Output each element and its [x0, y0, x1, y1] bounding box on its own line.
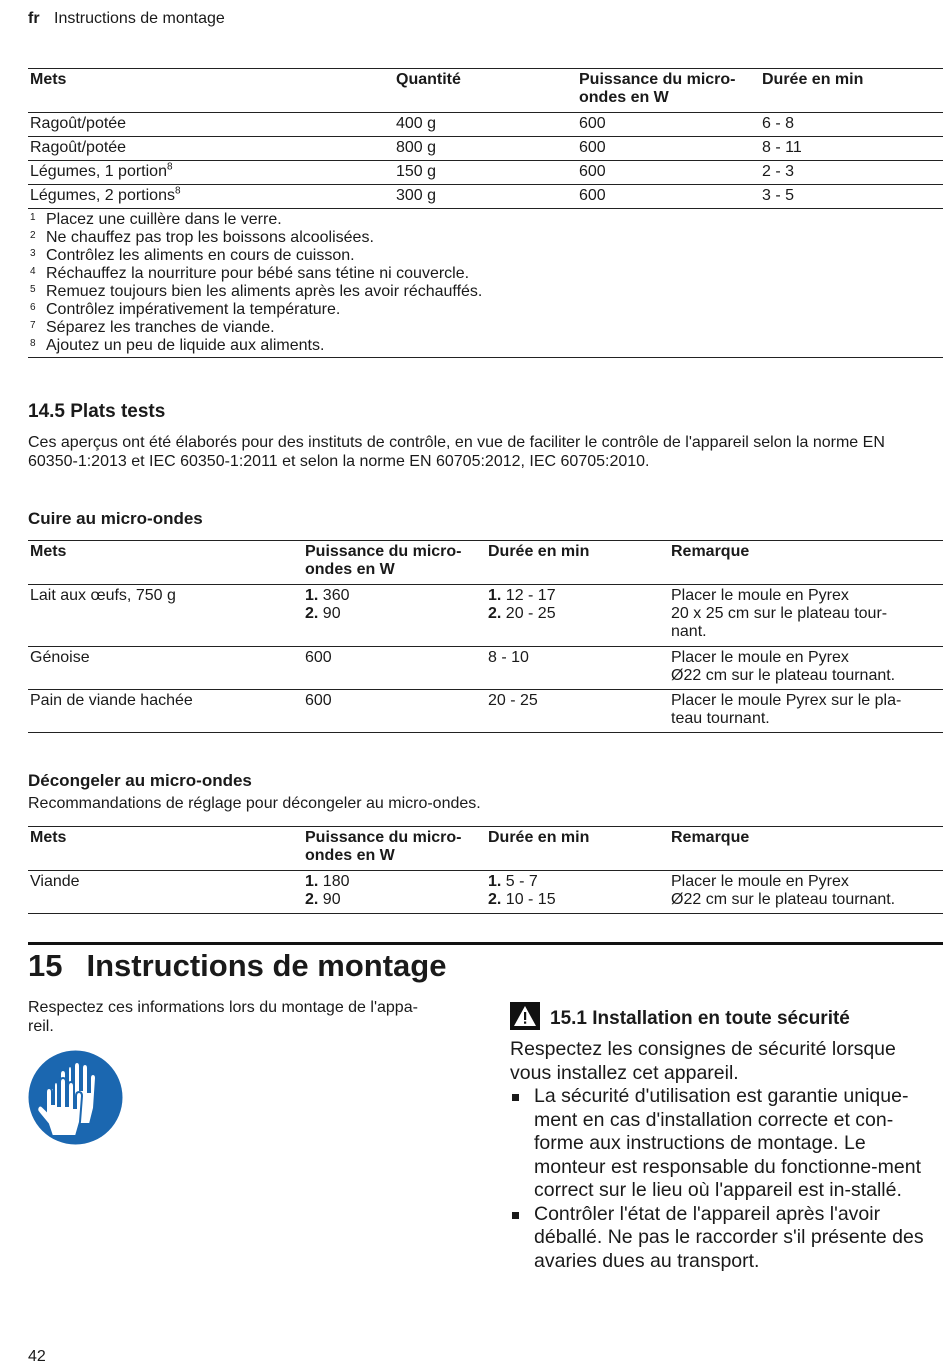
cell-remark: Placer le moule Pyrex sur le pla- teau tournant.: [671, 692, 902, 727]
cell-mets: Viande: [30, 873, 80, 890]
table-row: [28, 113, 943, 137]
cell-mets: Lait aux œufs, 750 g: [30, 587, 176, 604]
cell-remark: Placer le moule en Pyrex Ø22 cm sur le plateau tournant.: [671, 649, 896, 684]
cell-mets: [28, 185, 394, 209]
cell-qty: 150 g: [396, 163, 437, 180]
cell-time: [486, 585, 669, 647]
footnote-text: Séparez les tranches de viande.: [46, 319, 275, 336]
step-value: 5 - 7: [501, 873, 538, 890]
step-number: 1.: [305, 587, 319, 604]
step-2: [488, 605, 667, 623]
page-header: [28, 10, 225, 28]
col-puissance: Puissance du micro- ondes en W: [579, 71, 736, 106]
footnote-text: Remuez toujours bien les aliments après les avoir réchauffés.: [46, 283, 483, 300]
footnote: [30, 283, 941, 301]
cell-mets-text: Légumes, 1 portion: [30, 163, 167, 180]
cell-power: [303, 871, 486, 914]
section-intro-14-5: Ces aperçus ont été élaborés pour des instituts de contrôle, en vue de faciliter le contrôle de l'appareil selon la norme EN 60350-1:2013 et IEC 60350-1:2011 et selon la norme EN 60705:2012, IEC 60705:2010.: [28, 434, 885, 470]
bullet-square-icon: [512, 1212, 519, 1219]
subheading-decongeler: Décongeler au micro-ondes: [28, 771, 252, 790]
installation-text: [510, 1038, 935, 1273]
cell-power: 600: [305, 649, 332, 666]
cell-power: 600: [579, 115, 606, 132]
footnote-text: Ne chauffez pas trop les boissons alcoolisées.: [46, 229, 374, 246]
step-1: [305, 587, 484, 605]
chapter-number: 15: [28, 948, 63, 983]
section-heading-15-1: [510, 1002, 850, 1030]
step-number: 1.: [488, 873, 502, 890]
footnote-text: Réchauffez la nourriture pour bébé sans tétine ni couvercle.: [46, 265, 470, 282]
footnotes-list: [30, 211, 941, 355]
col-mets: Mets: [30, 543, 67, 560]
footnote-number: 3: [30, 248, 36, 259]
table-row: [28, 137, 943, 161]
cell-power: 600: [579, 163, 606, 180]
cell-mets: Ragoût/potée: [30, 115, 127, 132]
list-item: [510, 1203, 935, 1274]
table-row: [28, 647, 943, 690]
footnote-number: 4: [30, 266, 36, 277]
footnote-ref: 8: [174, 185, 181, 197]
cell-power: 600: [305, 692, 332, 709]
warning-triangle-icon: [510, 1002, 540, 1030]
gloves-mandatory-icon: [28, 1050, 123, 1145]
step-number: 2.: [305, 891, 319, 908]
col-puissance: Puissance du micro- ondes en W: [305, 829, 462, 864]
footnote: [30, 247, 941, 265]
cell-remark: Placer le moule en Pyrex Ø22 cm sur le plateau tournant.: [671, 873, 896, 908]
col-puissance: Puissance du micro- ondes en W: [305, 543, 462, 578]
step-number: 2.: [305, 605, 319, 622]
cell-qty: 800 g: [396, 139, 437, 156]
col-duree: Durée en min: [488, 543, 590, 560]
bullet-text: Contrôler l'état de l'appareil après l'avoir déballé. Ne pas le raccorder s'il présente des avaries dues au transport.: [534, 1202, 924, 1272]
cell-mets: Pain de viande hachée: [30, 692, 193, 709]
step-value: 180: [318, 873, 350, 890]
footnote-text: Ajoutez un peu de liquide aux aliments.: [46, 337, 325, 354]
footnote-number: 6: [30, 302, 36, 313]
col-mets: Mets: [30, 71, 67, 88]
cell-mets: [28, 161, 394, 185]
cell-power: 600: [579, 187, 606, 204]
step-value: 360: [318, 587, 350, 604]
footnote: [30, 337, 941, 355]
chapter-divider: [28, 942, 943, 945]
cell-time: 2 - 3: [762, 163, 795, 180]
footnote: [30, 265, 941, 283]
cell-time: [486, 871, 669, 914]
list-item: [510, 1085, 935, 1203]
step-number: 2.: [488, 891, 502, 908]
step-2: [305, 891, 484, 909]
col-remarque: Remarque: [671, 829, 750, 846]
installation-bullets: [510, 1085, 935, 1273]
cell-time: 6 - 8: [762, 115, 795, 132]
footnote-text: Contrôlez les aliments en cours de cuisson.: [46, 247, 355, 264]
footnote-ref: 8: [166, 161, 173, 173]
footnote: [30, 229, 941, 247]
page-number: 42: [28, 1348, 46, 1365]
cuire-table: [28, 540, 943, 733]
footnote-number: 2: [30, 230, 36, 241]
footnote-text: Contrôlez impérativement la température.: [46, 301, 341, 318]
table-row: [28, 185, 943, 209]
footnotes-cell: [28, 209, 943, 358]
table-row: [28, 871, 943, 914]
col-mets: Mets: [30, 829, 67, 846]
step-1: [488, 873, 667, 891]
footnote-number: 5: [30, 284, 36, 295]
footnote-number: 1: [30, 212, 36, 223]
step-1: [305, 873, 484, 891]
step-value: 90: [318, 891, 341, 908]
decongeler-table: [28, 826, 943, 914]
chapter-intro: Respectez ces informations lors du montage de l'appa- reil.: [28, 999, 418, 1035]
col-duree: Durée en min: [488, 829, 590, 846]
step-1: [488, 587, 667, 605]
step-value: 20 - 25: [501, 605, 556, 622]
cell-time: 20 - 25: [488, 692, 538, 709]
step-2: [488, 891, 667, 909]
step-number: 1.: [305, 873, 319, 890]
cell-qty: 400 g: [396, 115, 437, 132]
col-remarque: Remarque: [671, 543, 750, 560]
section-heading-14-5: 14.5 Plats tests: [28, 401, 166, 422]
section-title-15-1: 15.1 Installation en toute sécurité: [550, 1008, 850, 1029]
reheat-table: [28, 68, 943, 358]
cell-remark: Placer le moule en Pyrex 20 x 25 cm sur le plateau tour- nant.: [671, 587, 888, 640]
cell-power: 600: [579, 139, 606, 156]
col-quantite: Quantité: [396, 71, 461, 88]
cell-time: 8 - 10: [488, 649, 529, 666]
footnote: [30, 319, 941, 337]
decongeler-subtitle: Recommandations de réglage pour décongeler au micro-ondes.: [28, 795, 481, 812]
footnote: [30, 301, 941, 319]
footnote: [30, 211, 941, 229]
footnote-number: 8: [30, 338, 36, 349]
step-value: 90: [318, 605, 341, 622]
footnote-number: 7: [30, 320, 36, 331]
bullet-square-icon: [512, 1094, 519, 1101]
chapter-heading: [28, 948, 446, 984]
table-row: [28, 690, 943, 733]
col-duree: Durée en min: [762, 71, 864, 88]
step-2: [305, 605, 484, 623]
footnotes-row: [28, 209, 943, 358]
bullet-text: La sécurité d'utilisation est garantie unique-ment en cas d'installation correcte et con-forme aux instructions de montage. Le monteur est responsable du fonctionne-ment correct sur le lieu où l'appareil est in-stallé.: [534, 1085, 921, 1201]
step-number: 1.: [488, 587, 502, 604]
cell-qty: 300 g: [396, 187, 437, 204]
cell-time: 8 - 11: [762, 139, 802, 156]
header-title: Instructions de montage: [54, 10, 225, 27]
cell-mets: Ragoût/potée: [30, 139, 127, 156]
chapter-title: Instructions de montage: [86, 948, 447, 983]
step-value: 10 - 15: [501, 891, 556, 908]
installation-intro: Respectez les consignes de sécurité lorsque vous installez cet appareil.: [510, 1038, 896, 1084]
table-row: [28, 161, 943, 185]
cell-power: [303, 585, 486, 647]
cell-mets-text: Légumes, 2 portions: [30, 187, 175, 204]
footnote-text: Placez une cuillère dans le verre.: [46, 211, 282, 228]
step-value: 12 - 17: [501, 587, 556, 604]
cell-mets: Génoise: [30, 649, 90, 666]
step-number: 2.: [488, 605, 502, 622]
language-code: fr: [28, 10, 40, 27]
cell-time: 3 - 5: [762, 187, 795, 204]
subheading-cuire: Cuire au micro-ondes: [28, 509, 203, 528]
table-row: [28, 585, 943, 647]
